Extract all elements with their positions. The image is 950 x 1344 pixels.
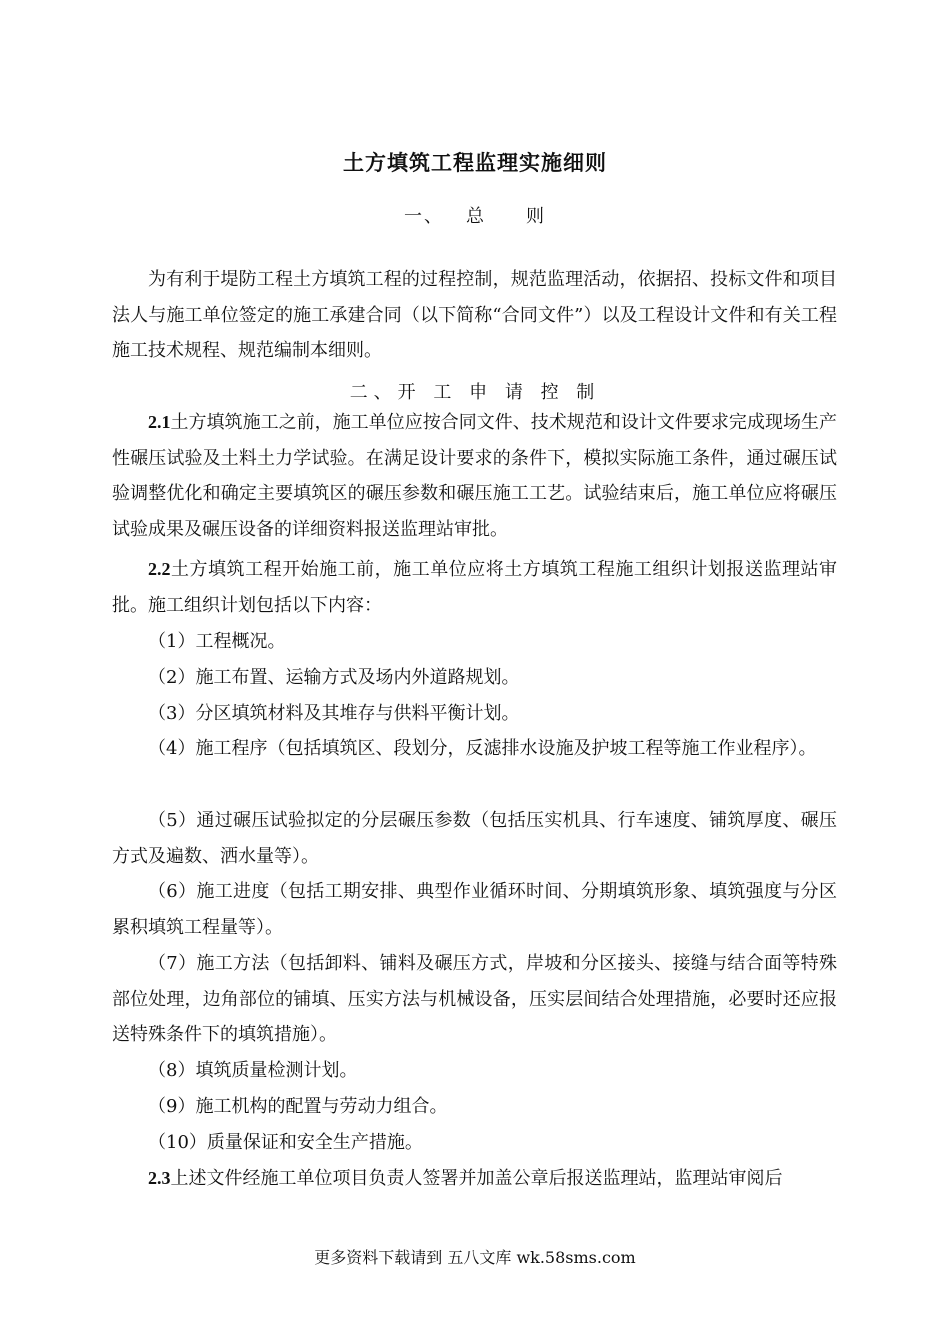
list-item: （10）质量保证和安全生产措施。 xyxy=(148,1132,423,1153)
clause-2-3-text: 上述文件经施工单位项目负责人签署并加盖公章后报送监理站，监理站审阅后 xyxy=(170,1168,783,1189)
clause-2-3-number: 2.3 xyxy=(148,1168,171,1188)
document-title: 土方填筑工程监理实施细则 xyxy=(343,150,607,175)
clause-2-3 xyxy=(112,1161,837,1197)
list-item: （1）工程概况。 xyxy=(148,631,286,652)
list-item: （2）施工布置、运输方式及场内外道路规划。 xyxy=(148,667,520,688)
list-item: （8）填筑质量检测计划。 xyxy=(148,1060,358,1081)
list-item: （3）分区填筑材料及其堆存与供料平衡计划。 xyxy=(148,703,520,724)
list-item: （6）施工进度（包括工期安排、典型作业循环时间、分期填筑形象、填筑强度与分区累积填筑工程量等）。 xyxy=(112,881,837,938)
section-1-number: 一、 xyxy=(404,206,444,227)
clause-2-1-number: 2.1 xyxy=(148,412,171,432)
list-item: （5）通过碾压试验拟定的分层碾压参数（包括压实机具、行车速度、铺筑厚度、碾压方式及遍数、洒水量等）。 xyxy=(112,810,837,867)
clause-2-2-text: 土方填筑工程开始施工前，施工单位应将土方填筑工程施工组织计划报送监理站审批。施工组织计划包括以下内容： xyxy=(112,559,837,616)
clause-2-2 xyxy=(112,552,837,623)
clause-2-1 xyxy=(112,405,837,547)
section-1-heading xyxy=(0,202,950,228)
footer-link[interactable]: 更多资料下载请到 五八文库 wk.58sms.com xyxy=(314,1248,636,1267)
list-item: （7）施工方法（包括卸料、铺料及碾压方式，岸坡和分区接头、接缝与结合面等特殊部位处理，边角部位的铺填、压实方法与机械设备，压实层间结合处理措施，必要时还应报送特殊条件下的填筑措施）。 xyxy=(112,953,837,1045)
section-1-paragraph: 为有利于堤防工程土方填筑工程的过程控制，规范监理活动，依据招、投标文件和项目法人与施工单位签定的施工承建合同（以下简称“合同文件”）以及工程设计文件和有关工程施工技术规程、规范编制本细则。 xyxy=(112,269,837,361)
section-1-title-a: 总 xyxy=(466,206,486,227)
section-2-heading: 二、开 工 申 请 控 制 xyxy=(349,382,601,403)
list-item: （4）施工程序（包括填筑区、段划分，反滤排水设施及护坡工程等施工作业程序）。 xyxy=(148,738,817,759)
list-item: （9）施工机构的配置与劳动力组合。 xyxy=(148,1096,448,1117)
clause-2-1-text: 土方填筑施工之前，施工单位应按合同文件、技术规范和设计文件要求完成现场生产性碾压试验及土料土力学试验。在满足设计要求的条件下，模拟实际施工条件，通过碾压试验调整优化和确定主要填筑区的碾压参数和碾压施工工艺。试验结束后，施工单位应将碾压试验成果及碾压设备的详细资料报送监理站审批。 xyxy=(112,412,837,540)
clause-2-2-number: 2.2 xyxy=(148,559,171,579)
section-1-title-b: 则 xyxy=(526,206,546,227)
